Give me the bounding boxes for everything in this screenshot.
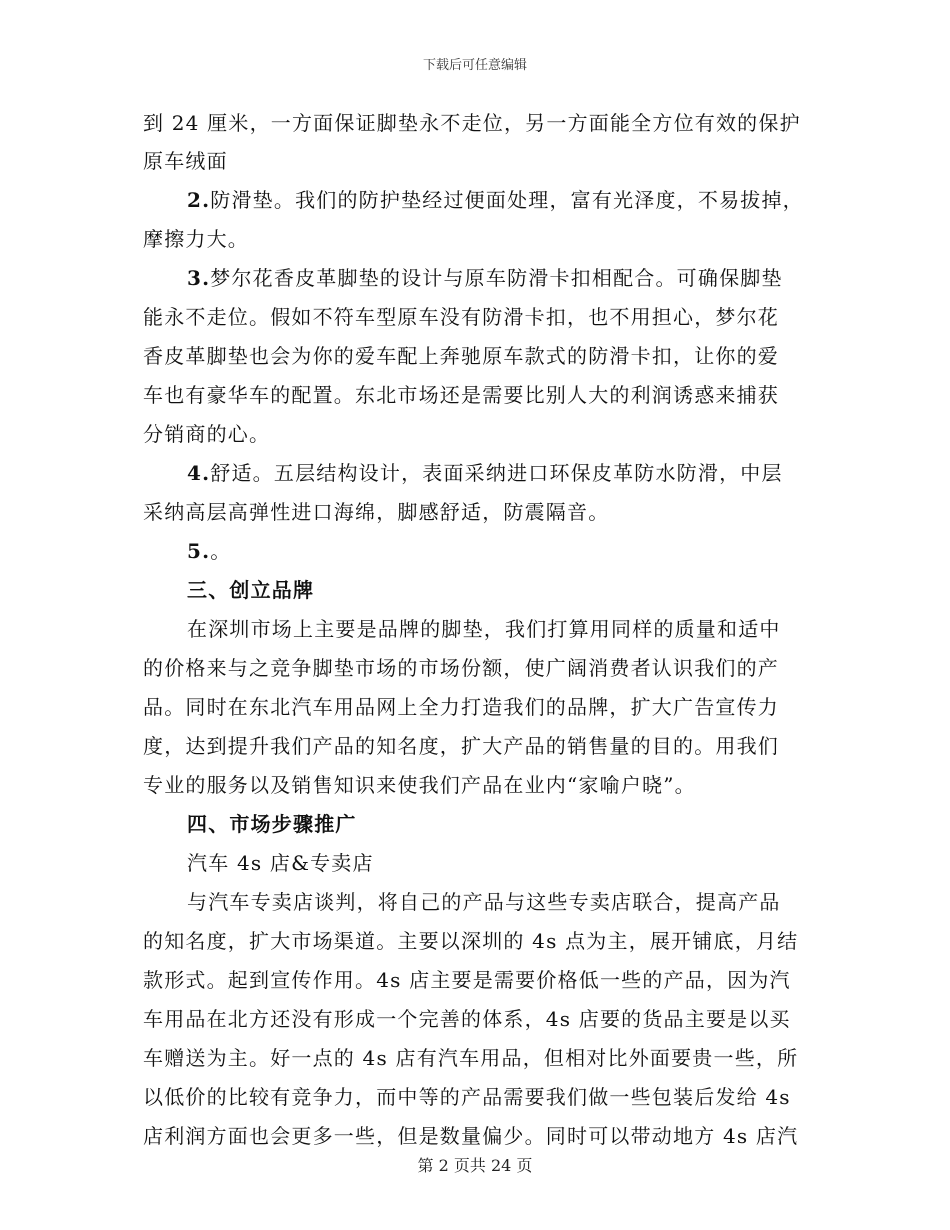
list-item	[187, 458, 783, 488]
text-line: 车用品在北方还没有形成一个完善的体系，4s 店要的货品主要是以买	[143, 1007, 791, 1031]
text-line: 与汽车专卖店谈判，将自己的产品与这些专卖店联合，提高产品	[187, 890, 781, 914]
page-header: 下载后可任意编辑	[422, 58, 527, 73]
text-line: 的价格来与之竞争脚垫市场的市场份额，使广阔消费者认识我们的产	[143, 656, 779, 680]
text-line: 到 24 厘米，一方面保证脚垫永不走位，另一方面能全方位有效的保护	[143, 111, 801, 135]
section-heading: 四、市场步骤推广	[187, 812, 357, 836]
list-item-text: 防滑垫。我们的防护垫经过便面处理，富有光泽度，不易拔掉，	[210, 188, 804, 212]
list-item-text: 舒适。五层结构设计，表面采纳进口环保皮革防水防滑，中层	[210, 461, 783, 485]
text-line: 度，达到提升我们产品的知名度，扩大产品的销售量的目的。用我们	[143, 734, 779, 758]
list-item-text: 。	[210, 539, 232, 563]
text-line: 在深圳市场上主要是品牌的脚垫，我们打算用同样的质量和适中	[187, 617, 781, 641]
list-item	[187, 536, 231, 566]
text-line: 采纳高层高弹性进口海绵，脚感舒适，防震隔音。	[143, 500, 610, 524]
list-item	[187, 263, 783, 293]
text-line: 店利润方面也会更多一些，但是数量偏少。同时可以带动地方 4s 店汽	[143, 1124, 799, 1148]
text-line: 车也有豪华车的配置。东北市场还是需要比别人大的利润诱惑来捕获	[143, 383, 779, 407]
list-item	[187, 185, 804, 215]
list-number: 5.	[187, 539, 211, 563]
text-line: 品。同时在东北汽车用品网上全力打造我们的品牌，扩大广告宣传力	[143, 695, 779, 719]
sub-heading: 汽车 4s 店&专卖店	[187, 851, 374, 875]
text-line: 分销商的心。	[143, 422, 271, 446]
text-line: 款形式。起到宣传作用。4s 店主要是需要价格低一些的产品，因为汽	[143, 968, 791, 992]
text-line: 能永不走位。假如不符车型原车没有防滑卡扣，也不用担心，梦尔花	[143, 305, 779, 329]
list-number: 2.	[187, 188, 211, 212]
list-number: 4.	[187, 461, 211, 485]
text-line: 摩擦力大。	[143, 227, 249, 251]
text-line: 香皮革脚垫也会为你的爱车配上奔驰原车款式的防滑卡扣，让你的爱	[143, 344, 779, 368]
text-line: 车赠送为主。好一点的 4s 店有汽车用品，但相对比外面要贵一些，所	[143, 1046, 799, 1070]
section-heading: 三、创立品牌	[187, 578, 315, 602]
list-item-text: 梦尔花香皮革脚垫的设计与原车防滑卡扣相配合。可确保脚垫	[210, 266, 783, 290]
text-line: 以低价的比较有竞争力，而中等的产品需要我们做一些包装后发给 4s	[143, 1085, 791, 1109]
text-line: 专业的服务以及销售知识来使我们产品在业内“家喻户晓”。	[143, 773, 696, 797]
page-footer: 第 2 页共 24 页	[417, 1156, 533, 1175]
text-line: 原车绒面	[143, 149, 228, 173]
list-number: 3.	[187, 266, 211, 290]
text-line: 的知名度，扩大市场渠道。主要以深圳的 4s 点为主，展开铺底，月结	[143, 929, 799, 953]
